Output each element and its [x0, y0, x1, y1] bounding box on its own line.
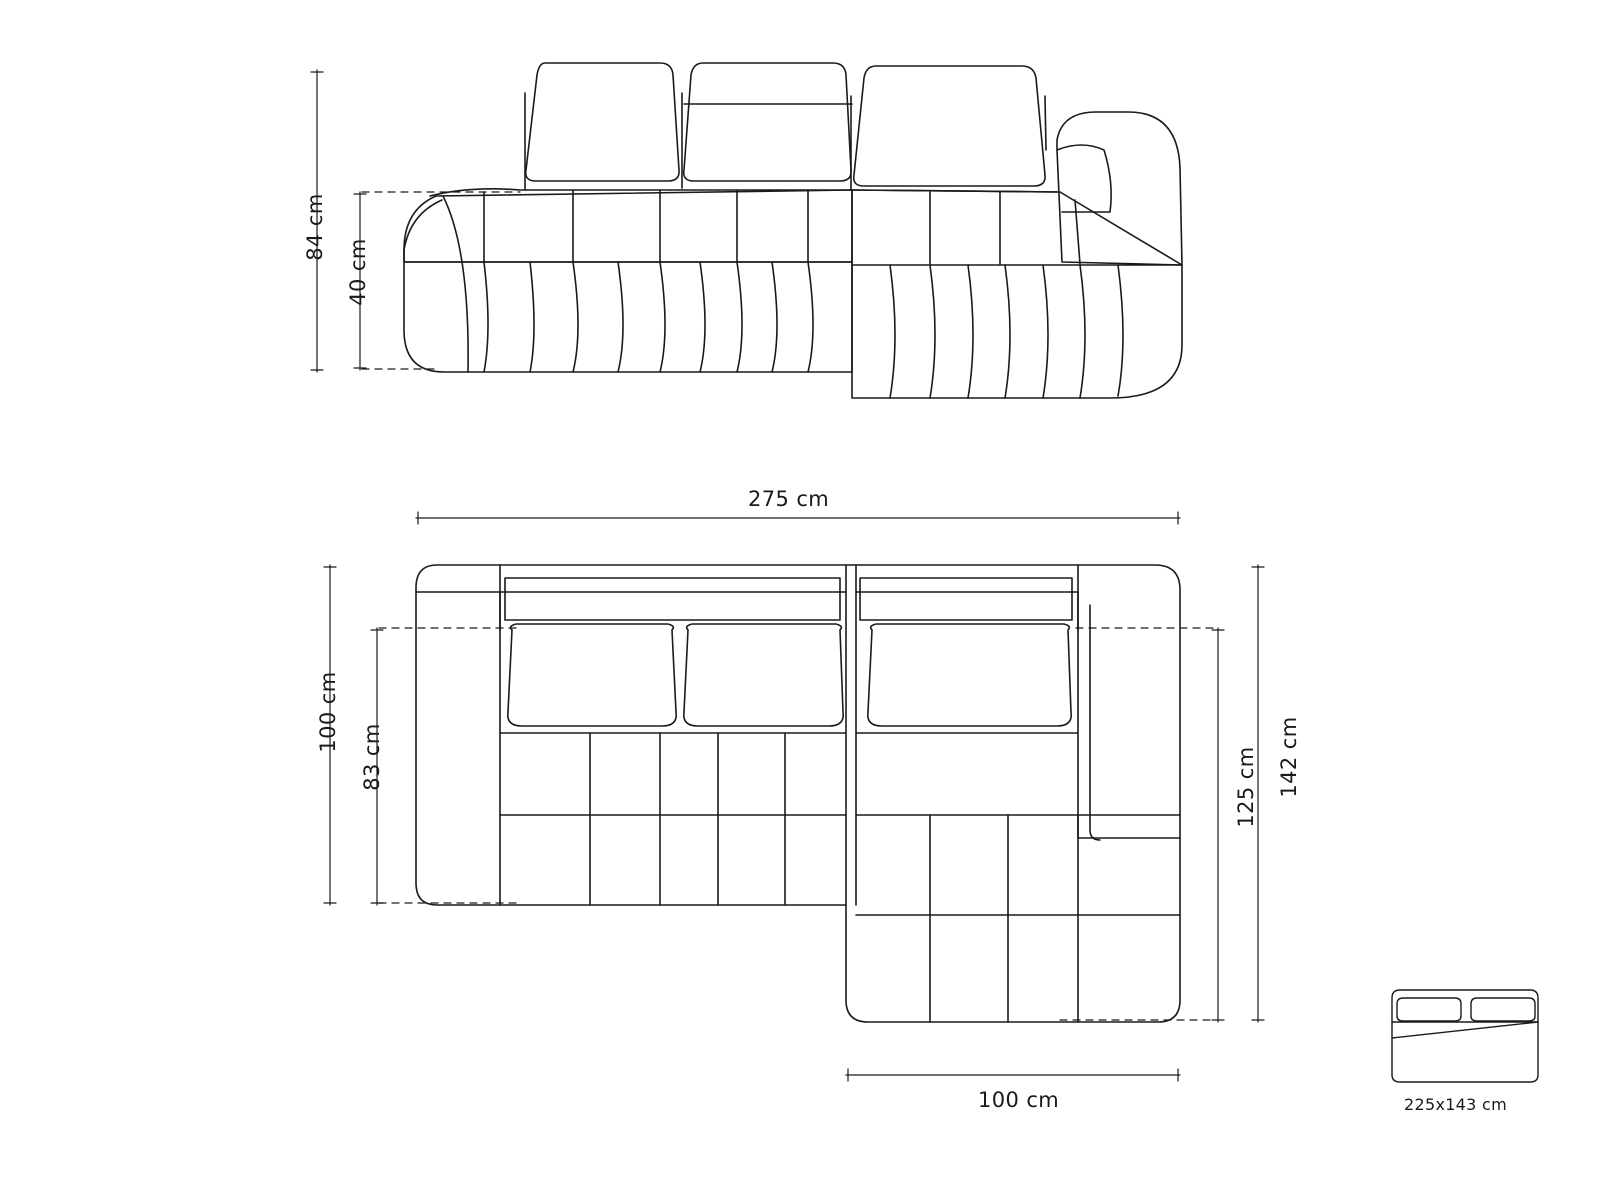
- bed-size-label: 225x143 cm: [1404, 1095, 1508, 1114]
- dim-label-total-depth: 100 cm: [316, 671, 340, 753]
- front-view-sofa: [404, 63, 1182, 398]
- dim-label-chaise-depth-total: 142 cm: [1277, 716, 1301, 798]
- dim-label-seat-height: 40 cm: [346, 238, 370, 306]
- top-view-dimensions: [324, 512, 1264, 1081]
- dim-label-seat-depth: 83 cm: [360, 723, 384, 791]
- dim-label-chaise-depth-inner: 125 cm: [1234, 746, 1258, 828]
- dim-label-chaise-width: 100 cm: [978, 1088, 1060, 1112]
- dim-label-total-width: 275 cm: [748, 487, 830, 511]
- top-view-sofa: [416, 565, 1180, 1022]
- bed-size-icon: [1392, 990, 1538, 1082]
- dim-label-total-height: 84 cm: [303, 193, 327, 261]
